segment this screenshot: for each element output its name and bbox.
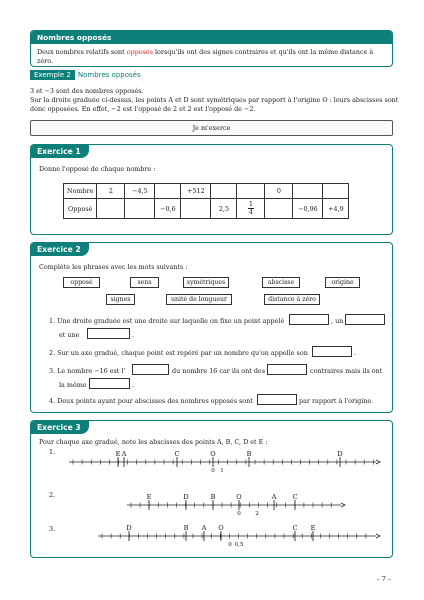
point-label-O: O	[236, 493, 242, 501]
point-label-B: B	[246, 450, 252, 458]
point-label-A: A	[121, 450, 127, 458]
point-label-E: E	[146, 493, 152, 501]
exercise2-instruction: Complète les phrases avec les mots suivants :	[39, 263, 188, 271]
answer-box-2[interactable]	[312, 346, 352, 357]
example-title: Nombres opposés	[77, 71, 141, 79]
example-line-3: donc opposées. En effet, −2 est l'opposé de 2 et 2 est l'opposé de −2.	[30, 105, 256, 113]
definition-title: Nombres opposés	[31, 31, 392, 44]
exercise3-box	[30, 420, 393, 558]
axis-1-number: 1.	[49, 448, 56, 456]
exercise1-instruction: Donne l'opposé de chaque nombre :	[39, 165, 156, 173]
exercise-button[interactable]: Je m'exerce	[30, 120, 393, 136]
definition-highlight: opposés	[126, 48, 153, 56]
point-label-D: D	[183, 493, 189, 501]
tick-label: 0	[211, 468, 215, 474]
word-oppose: opposé	[63, 277, 100, 288]
answer-box-4[interactable]	[257, 394, 297, 405]
tick-label: 0	[228, 542, 232, 548]
point-label-B: B	[183, 524, 189, 532]
answer-box-3a[interactable]	[132, 364, 169, 375]
opposites-table: Nombre 2 −4,5 +512 0 Opposé −0,6 2,5 $\frac{1}{4}$ −0,96 +4,9	[63, 183, 349, 219]
example-header	[30, 71, 141, 79]
point-label-C: C	[292, 524, 298, 532]
page-number: – 7 –	[376, 575, 391, 583]
definition-text: Deux nombres relatifs sont opposés lorsqu'ils ont des signes contraires et qu'ils ont la même distance à	[37, 48, 374, 56]
word-symetriques: symétriques	[183, 277, 229, 288]
point-label-A: A	[201, 524, 207, 532]
point-label-B: B	[210, 493, 216, 501]
axis-arrow-3	[376, 534, 380, 538]
example-label: Exemple 2	[30, 70, 75, 80]
word-sens: sens	[130, 277, 159, 288]
table-header-nombre: Nombre	[64, 184, 97, 199]
answer-box-1b[interactable]	[345, 314, 385, 325]
example-line-2: Sur la droite graduée ci-dessus, les points A et D sont symétriques par rapport à l'origine O : leurs abscisses sont	[30, 96, 399, 104]
tick-label: 0	[237, 511, 241, 517]
tick-label: 0,5	[234, 542, 244, 548]
table-header-oppose: Opposé	[64, 199, 97, 219]
tick-label: 1	[220, 468, 224, 474]
word-distance: distance à zéro	[264, 294, 320, 305]
question-1: 1. Une droite graduée est une droite sur laquelle on fixe un point appelé	[49, 317, 285, 325]
answer-box-3c[interactable]	[89, 378, 130, 389]
point-label-A: A	[271, 493, 277, 501]
point-label-C: C	[292, 493, 298, 501]
exercise1-box	[30, 144, 393, 235]
axis-arrow-2	[341, 503, 345, 507]
word-abscisse: abscisse	[262, 277, 300, 288]
point-label-D: D	[337, 450, 343, 458]
exercise3-title: Exercice 3	[31, 421, 89, 434]
exercise2-title: Exercice 2	[31, 243, 89, 256]
answer-box-1c[interactable]	[87, 328, 130, 339]
number-lines	[31, 421, 394, 559]
definition-text-2: zéro.	[37, 57, 53, 65]
answer-box-3b[interactable]	[267, 364, 307, 375]
axis-2-number: 2.	[49, 491, 56, 499]
point-label-D: D	[126, 524, 132, 532]
point-label-O: O	[218, 524, 224, 532]
point-label-E: E	[115, 450, 121, 458]
fraction-cell: $\frac{1}{4}$	[237, 199, 265, 219]
question-2: 2. Sur un axe gradué, chaque point est repéré par un nombre qu'on appelle son	[49, 349, 308, 357]
exercise2-box: Exercice 2 Complète les phrases avec les mots suivants : opposé sens symétriques abscisse origine signes unité de longueur distance à zéro 1. Une droite graduée est une droite sur laquelle on fixe un point appelé , un et une . 2. Sur un axe gradué, chaque point est repéré par un nombre qu'on appelle son . 3. Le nombre −16 est l' du nombre 16 car ils ont des contraires mais ils ont la même . 4. Deux points ayant pour abscisses des nombres opposés sont par rapport à l'origine.	[30, 242, 393, 413]
axis-3-number: 3.	[49, 525, 56, 533]
word-origine: origine	[325, 277, 360, 288]
exercise3-instruction: Pour chaque axe gradué, note les abscisses des points A, B, C, D et E :	[39, 438, 268, 446]
tick-label: 2	[255, 511, 259, 517]
point-label-O: O	[210, 450, 216, 458]
axis-arrow-1	[376, 460, 380, 464]
point-label-C: C	[174, 450, 180, 458]
definition-box	[30, 30, 393, 67]
example-line-1: 3 et −3 sont des nombres opposés.	[30, 87, 144, 95]
answer-box-1a[interactable]	[289, 314, 329, 325]
exercise1-title: Exercice 1	[31, 145, 89, 158]
word-signes: signes	[106, 294, 135, 305]
point-label-E: E	[310, 524, 316, 532]
question-4: 4. Deux points ayant pour abscisses des nombres opposés sont	[49, 397, 253, 405]
question-3: 3. Le nombre −16 est l'	[49, 367, 126, 375]
word-unite: unité de longueur	[166, 294, 232, 305]
